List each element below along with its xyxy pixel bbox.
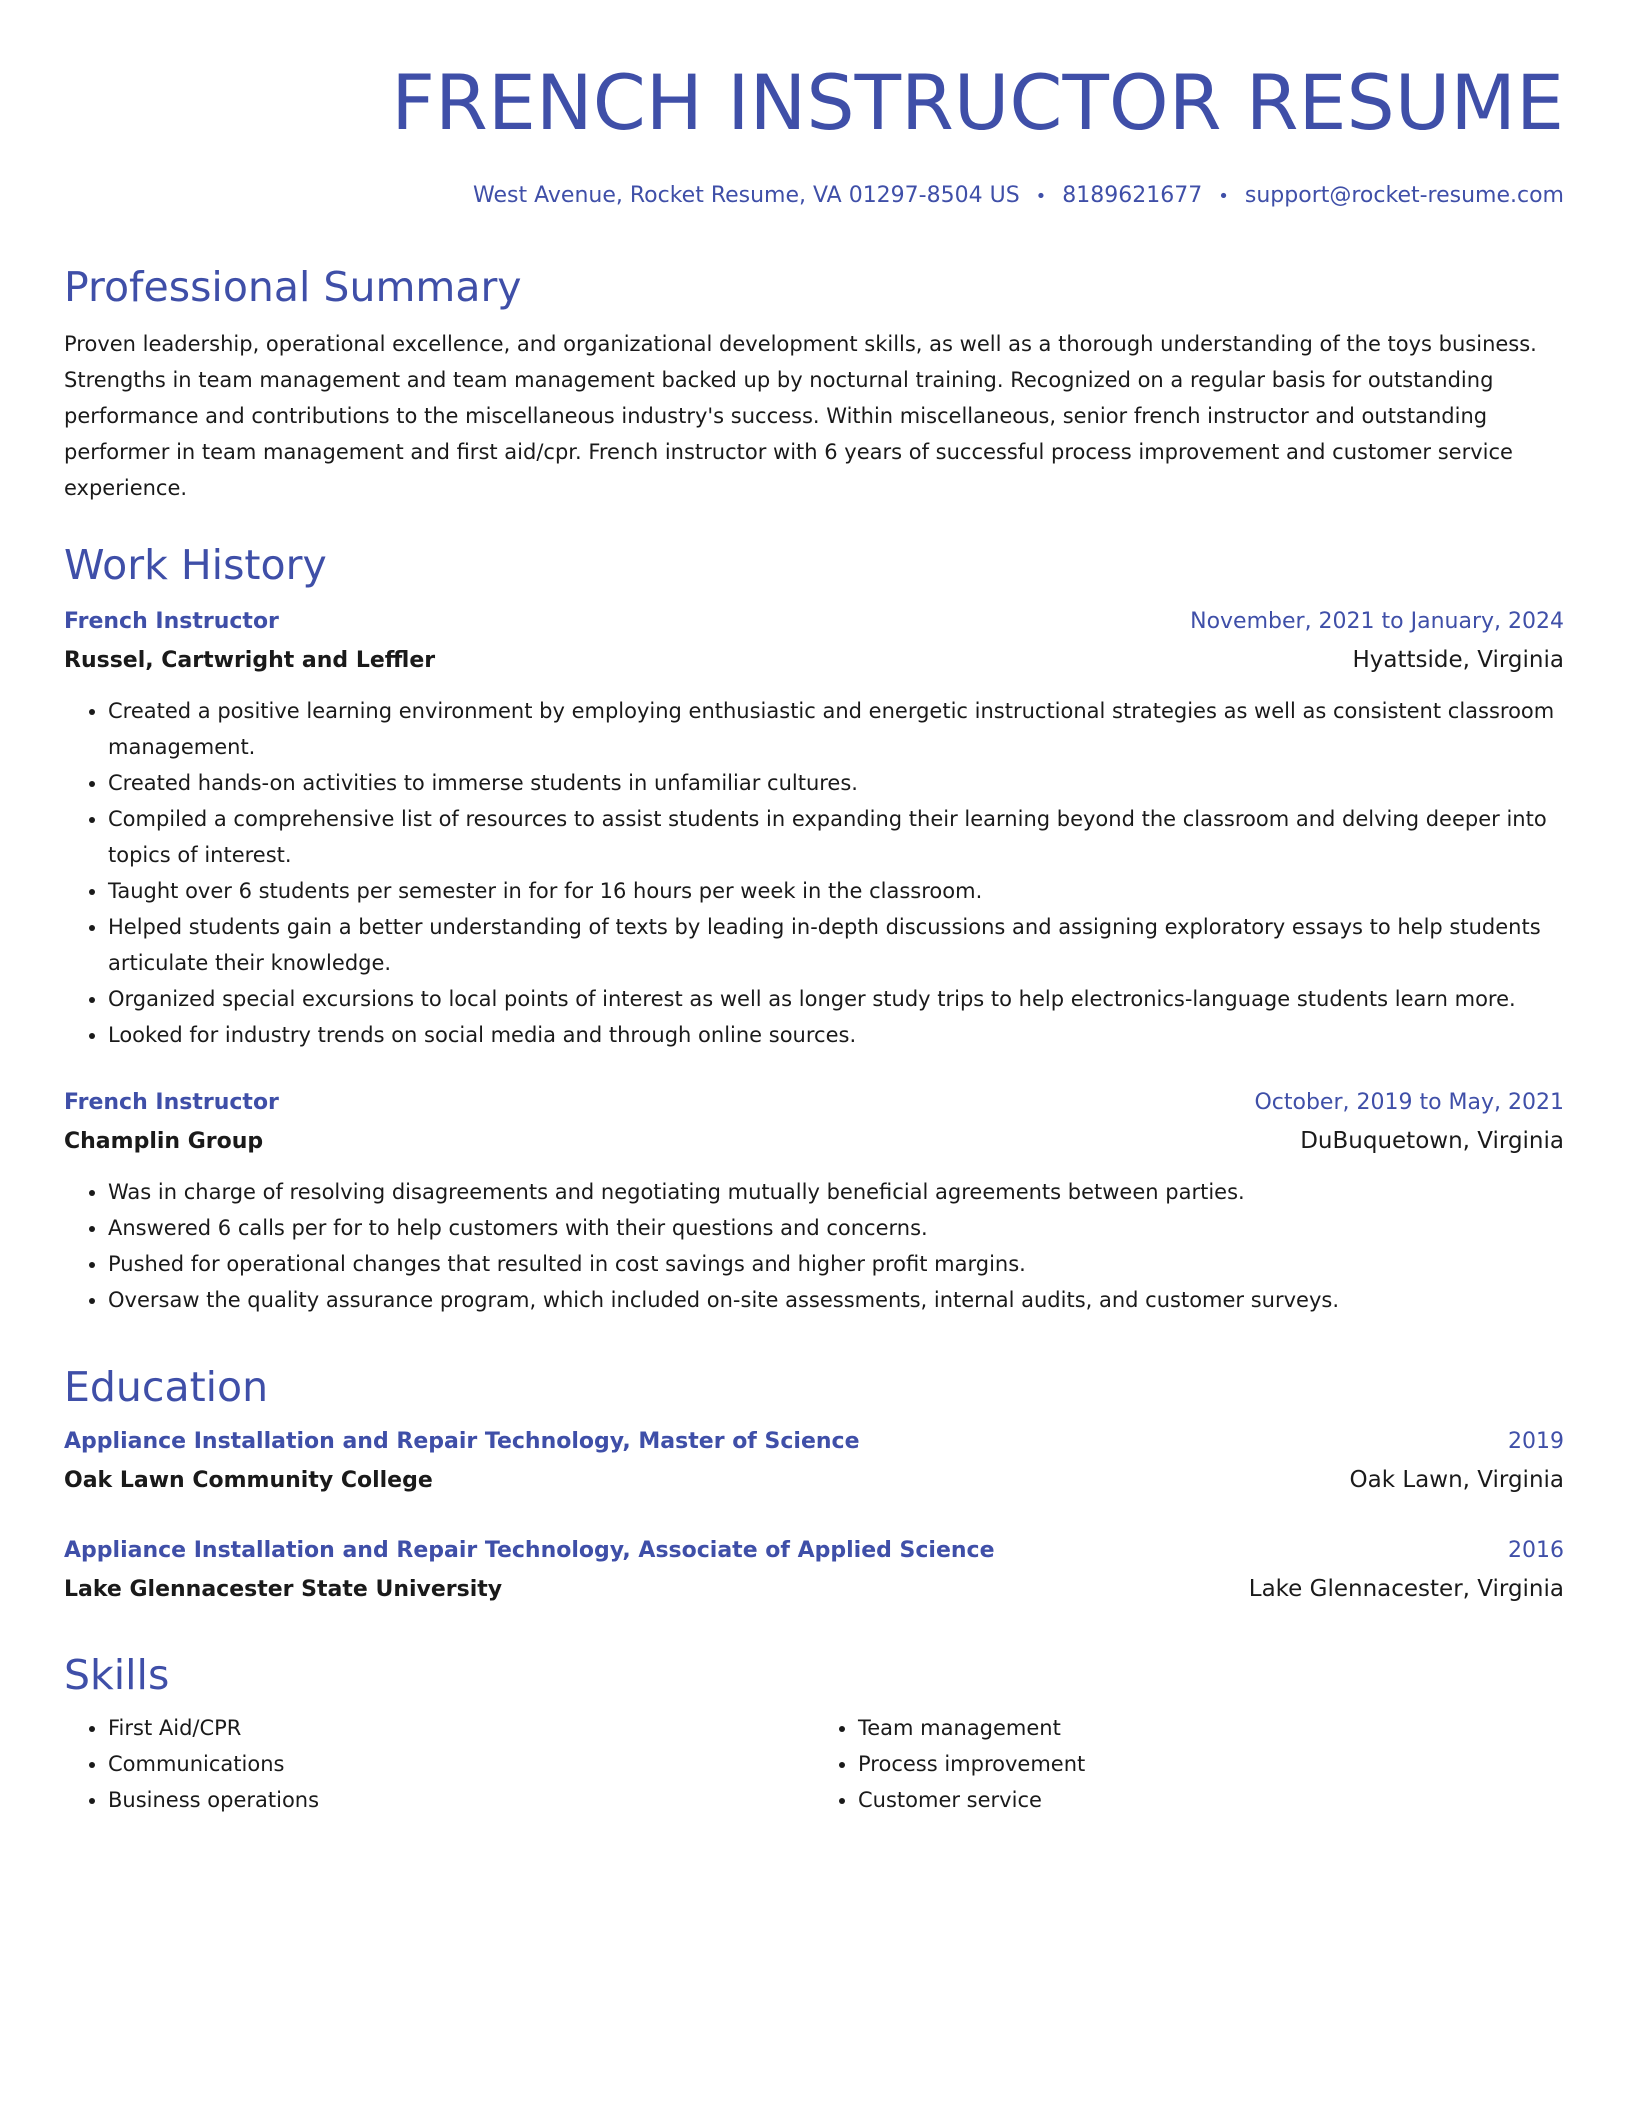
education-location: Oak Lawn, Virginia bbox=[1349, 1467, 1564, 1493]
work-history-section bbox=[64, 540, 1564, 1318]
contact-email: support@rocket-resume.com bbox=[1244, 183, 1564, 208]
job-bullet: • Helped students gain a better understanding of texts by leading in-depth discussions and assigning exploratory essays to help students articulate their knowledge. bbox=[108, 909, 1564, 981]
education-degree: Appliance Installation and Repair Technology, Master of Science bbox=[64, 1429, 860, 1454]
contact-phone: 8189621677 bbox=[1062, 183, 1203, 208]
education-school: Oak Lawn Community College bbox=[64, 1468, 433, 1493]
job-entry bbox=[64, 1085, 1564, 1318]
job-title: French Instructor bbox=[64, 1090, 279, 1115]
education-heading: Education bbox=[64, 1363, 269, 1411]
job-bullet: • Looked for industry trends on social media and through online sources. bbox=[108, 1017, 1564, 1053]
job-bullet: • Created hands-on activities to immerse students in unfamiliar cultures. bbox=[108, 765, 1564, 801]
job-dates: October, 2019 to May, 2021 bbox=[1254, 1090, 1564, 1115]
education-year: 2019 bbox=[1508, 1429, 1564, 1454]
skill-item: • First Aid/CPR bbox=[108, 1710, 814, 1746]
resume-title: FRENCH INSTRUCTOR RESUME bbox=[391, 58, 1564, 147]
skills-heading: Skills bbox=[64, 1651, 170, 1699]
job-bullet: • Taught over 6 students per semester in for for 16 hours per week in the classroom. bbox=[108, 873, 1564, 909]
education-school: Lake Glennacester State University bbox=[64, 1577, 503, 1602]
work-history-heading: Work History bbox=[64, 541, 327, 589]
job-location: DuBuquetown, Virginia bbox=[1300, 1128, 1564, 1154]
education-entry bbox=[64, 1533, 1564, 1610]
skill-item: • Process improvement bbox=[858, 1746, 1564, 1782]
job-bullet: • Answered 6 calls per for to help customers with their questions and concerns. bbox=[108, 1210, 1564, 1246]
job-entry bbox=[64, 604, 1564, 1053]
resume-header bbox=[64, 0, 1564, 211]
job-bullet: • Organized special excursions to local points of interest as well as longer study trips to help electronics-language students learn more. bbox=[108, 981, 1564, 1017]
job-title: French Instructor bbox=[64, 609, 279, 634]
skills-columns bbox=[64, 1710, 1564, 1818]
job-bullets bbox=[64, 693, 1564, 1053]
education-section bbox=[64, 1362, 1564, 1610]
job-bullet: • Was in charge of resolving disagreements and negotiating mutually beneficial agreements between parties. bbox=[108, 1174, 1564, 1210]
education-entry bbox=[64, 1424, 1564, 1501]
skills-section bbox=[64, 1650, 1564, 1818]
job-company: Russel, Cartwright and Leffler bbox=[64, 648, 436, 673]
job-bullet: • Compiled a comprehensive list of resources to assist students in expanding their learning beyond the classroom and delving deeper into topics of interest. bbox=[108, 801, 1564, 873]
skill-item: • Business operations bbox=[108, 1782, 814, 1818]
summary-text: Proven leadership, operational excellence, and organizational development skills, as well as a thorough understanding of the toys business. Strengths in team management and team management backed up by nocturnal training. Recognized on a regular basis for outstanding performance and contributions to the miscellaneous industry's success. Within miscellaneous, senior french instructor and outstanding performer in team management and first aid/cpr. French instructor with 6 years of successful process improvement and customer service experience. bbox=[64, 332, 1537, 500]
skill-item: • Communications bbox=[108, 1746, 814, 1782]
job-company: Champlin Group bbox=[64, 1129, 264, 1154]
skills-list-left bbox=[64, 1710, 814, 1818]
education-degree: Appliance Installation and Repair Technology, Associate of Applied Science bbox=[64, 1538, 995, 1563]
job-bullet: • Pushed for operational changes that resulted in cost savings and higher profit margins. bbox=[108, 1246, 1564, 1282]
job-bullet: • Oversaw the quality assurance program, which included on-site assessments, internal audits, and customer surveys. bbox=[108, 1282, 1564, 1318]
skills-list-right bbox=[814, 1710, 1564, 1818]
education-location: Lake Glennacester, Virginia bbox=[1248, 1576, 1564, 1602]
summary-heading: Professional Summary bbox=[64, 263, 522, 311]
contact-separator: • bbox=[1218, 186, 1229, 207]
job-dates: November, 2021 to January, 2024 bbox=[1190, 609, 1564, 634]
summary-section bbox=[64, 262, 1564, 506]
resume-page bbox=[64, 0, 1564, 1812]
job-bullets bbox=[64, 1174, 1564, 1318]
job-location: Hyattside, Virginia bbox=[1352, 647, 1564, 673]
contact-line bbox=[64, 182, 1564, 211]
education-year: 2016 bbox=[1508, 1538, 1564, 1563]
job-bullet: • Created a positive learning environment by employing enthusiastic and energetic instructional strategies as well as consistent classroom management. bbox=[108, 693, 1564, 765]
contact-address: West Avenue, Rocket Resume, VA 01297-8504 US bbox=[473, 183, 1020, 208]
contact-separator: • bbox=[1035, 186, 1047, 207]
skill-item: • Team management bbox=[858, 1710, 1564, 1746]
skill-item: • Customer service bbox=[858, 1782, 1564, 1818]
